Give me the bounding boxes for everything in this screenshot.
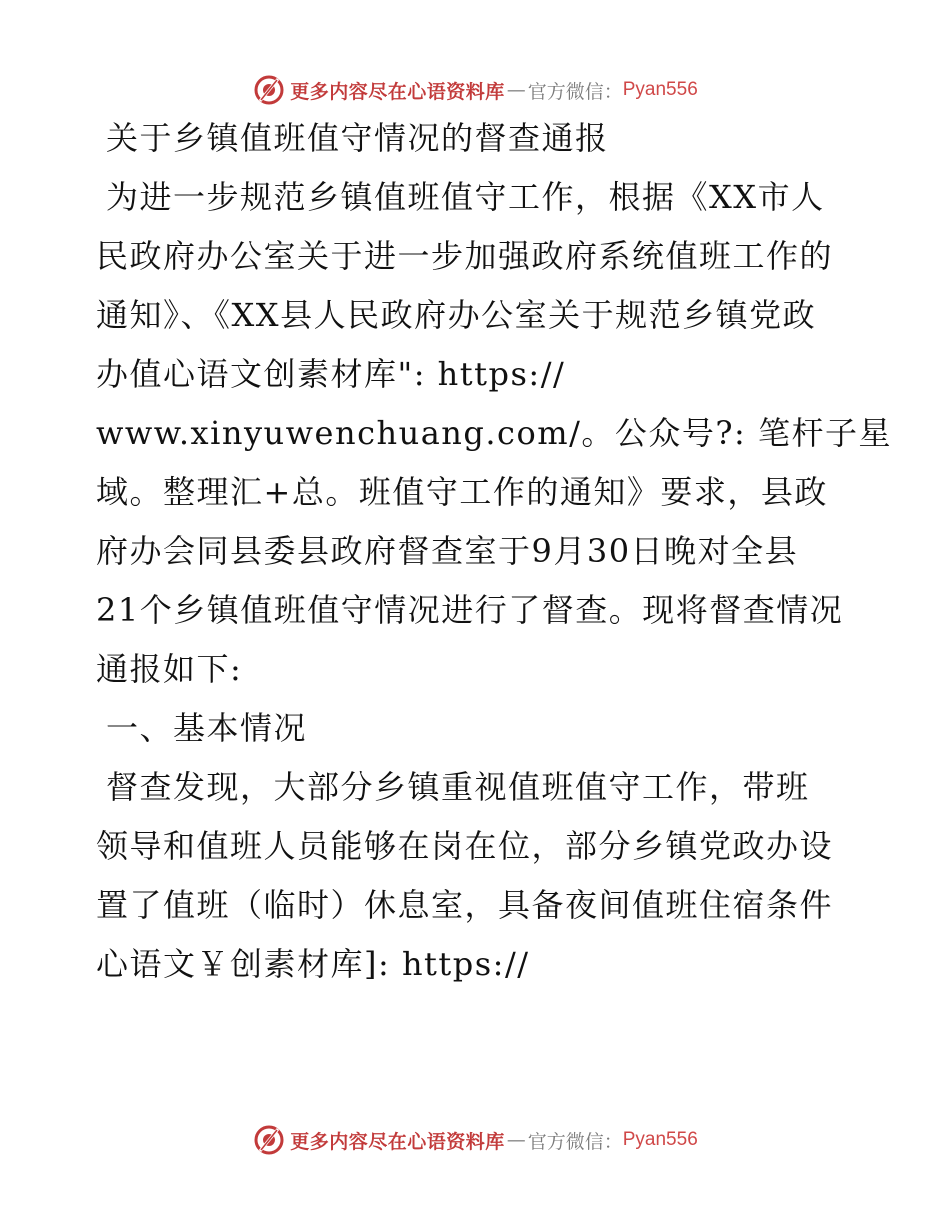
banner-official-label: 官方微信： <box>527 80 623 103</box>
paragraph1-line: 通知》、《XX县人民政府办公室关于规范乡镇党政 <box>96 296 817 334</box>
paragraph1-line: 办值心语文创素材库": https:// <box>96 355 566 393</box>
banner-main-text: 更多内容尽在心语资料库 <box>290 1130 505 1153</box>
paragraph1-line: 民政府办公室关于进一步加强政府系统值班工作的 <box>96 237 834 275</box>
paragraph2-line: 领导和值班人员能够在岗在位，部分乡镇党政办设 <box>96 827 834 865</box>
banner-wechat-id: Pyan556 <box>622 1129 698 1150</box>
header-watermark-banner <box>0 70 950 110</box>
paragraph1-line: 21个乡镇值班值守情况进行了督查。现将督查情况 <box>96 591 844 629</box>
document-title: 关于乡镇值班值守情况的督查通报 <box>106 119 609 157</box>
paragraph1-line: 府办会同县委县政府督查室于9月30日晚对全县 <box>96 532 799 570</box>
paragraph2-line: 置了值班（临时）休息室，具备夜间值班住宿条件 <box>96 886 834 924</box>
banner-main-text: 更多内容尽在心语资料库 <box>290 80 505 103</box>
brand-logo-icon <box>252 1123 286 1157</box>
paragraph1-line: 通报如下: <box>96 650 243 688</box>
banner-dash: — <box>506 1129 526 1151</box>
paragraph2-line: 心语文￥创素材库]: https:// <box>96 945 530 983</box>
brand-logo-icon <box>252 73 286 107</box>
footer-watermark-banner <box>0 1120 950 1160</box>
document-body <box>96 118 892 1003</box>
banner-dash: — <box>506 79 526 101</box>
paragraph1-line: 域。整理汇+总。班值守工作的通知》要求，县政 <box>96 473 828 511</box>
paragraph1-line: www.xinyuwenchuang.com/。公众号?: 笔杆子星 <box>96 414 892 452</box>
paragraph1-line: 为进一步规范乡镇值班值守工作，根据《XX市人 <box>106 178 825 216</box>
banner-wechat-id: Pyan556 <box>622 79 698 100</box>
paragraph2-line: 督查发现，大部分乡镇重视值班值守工作，带班 <box>106 768 810 806</box>
section-heading: 一、基本情况 <box>106 709 308 747</box>
banner-official-label: 官方微信： <box>527 1130 623 1153</box>
